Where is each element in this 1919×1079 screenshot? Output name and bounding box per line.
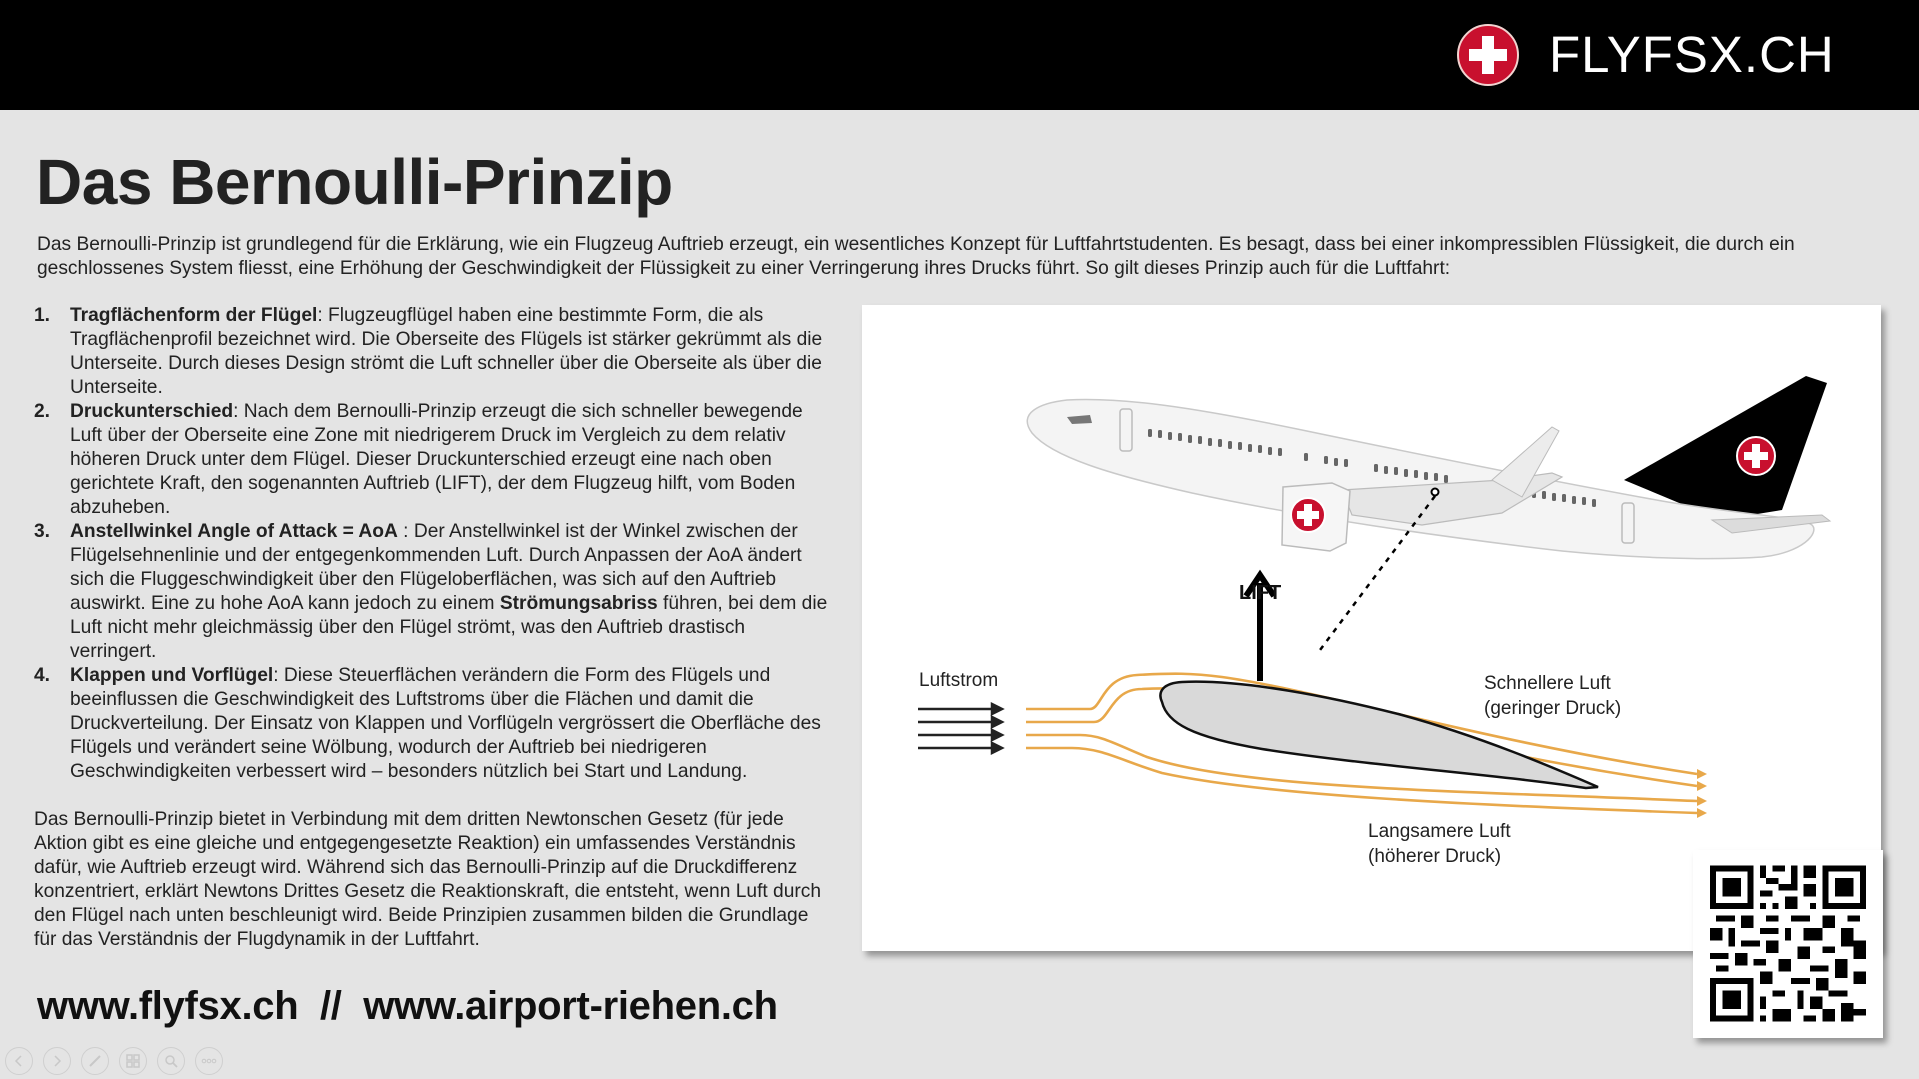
upper-airflow-label-line2: (geringer Druck) [1484,698,1622,719]
chevron-right-icon [52,1055,62,1067]
previous-slide-button[interactable] [5,1047,33,1075]
list-item-text: : Nach dem Bernoulli-Prinzip erzeugt die sich schneller bewegende Luft über der Oberseite eine Zone mit niedrigerem Druck im Vergleich zu dem relativ höheren Druck unter dem Flügel. Dieser Druckunterschied erzeugt eine nach oben gerichtete Kraft, den sogenannten Auftrieb (LIFT), der dem Flugzeug hilft, vom Boden abzuheben. [70,401,803,518]
slide-controls [5,1047,223,1075]
list-item-text: : Diese Steuerflächen verändern die Form des Flügels und beeinflussen die Geschwindigkeit des Luftstroms über die Flächen und damit die Druckverteilung. Der Einsatz von Klappen und Vorflügeln vergrössert die Oberfläche des Flügels und verändert seine Wölbung, wodurch der Auftrieb bei niedrigeren Geschwindigkeiten verbessert wird – besonders nützlich bei Start und Landung. [70,665,821,782]
list-item [34,664,834,784]
list-item-text: führen, bei dem die Luft nicht mehr gleichmässig über den Flügel strömt, was den Auftrieb drastisch verringert. [70,593,828,662]
lower-airflow-label-line1: Langsamere Luft [1368,821,1511,842]
lower-airflow-label [1368,819,1511,869]
list-item-text: : Flugzeugflügel haben eine bestimmte Form, die als Tragflächenprofil bezeichnet wird. Die Oberseite des Flügels ist stärker gekrümmt als die Unterseite. Durch dieses Design strömt die Luft schneller über die Oberseite als über die Unterseite. [70,305,823,398]
lift-label: LIFT [1239,582,1282,604]
list-item-heading: Druckunterschied [70,401,234,422]
list-number: 1. [34,305,51,326]
see-all-slides-button[interactable] [119,1047,147,1075]
header-bar [0,0,1919,110]
intro-paragraph: Das Bernoulli-Prinzip ist grundlegend für die Erklärung, wie ein Flugzeug Auftrieb erzeugt, ein wesentliches Konzept für Luftfahrtstudenten. Es besagt, dass bei einer inkompressiblen Flüssigkeit, die durch ein geschlossenes System fliesst, eine Erhöhung der Geschwindigkeit der Flüssigkeit zu einer Verringerung ihres Drucks führt. So gilt dieses Prinzip auch für die Luftfahrt: [37,234,1795,279]
next-slide-button[interactable] [43,1047,71,1075]
brand-name: FLYFSX.CH [1549,26,1835,83]
list-item-heading: Tragflächenform der Flügel [70,305,318,326]
swiss-cross-icon [1456,23,1520,87]
principles-list [34,304,834,784]
list-item [34,520,834,664]
pen-icon [88,1054,102,1068]
ellipsis-icon [201,1058,217,1064]
qr-code-panel [1693,850,1883,1038]
upper-airflow-label [1484,671,1621,721]
list-item-text: : Der Anstellwinkel ist der Winkel zwischen der Flügelsehnenlinie und der entgegenkommenden Luft. Durch Anpassen der AoA ändert sich die Fluggeschwindigkeit über den Flügeloberflächen, was sich auf den Auftrieb auswirkt. Eine zu hohe AoA kann jedoch zu einem [70,521,802,614]
airflow-label: Luftstrom [919,670,999,691]
more-options-button[interactable] [195,1047,223,1075]
list-item [34,304,834,400]
airplane-icon [1027,376,1830,650]
lower-airflow-label-line2: (höherer Druck) [1368,846,1502,867]
footer-links: www.flyfsx.ch // www.airport-riehen.ch [37,984,778,1028]
list-item-emphasis: Strömungsabriss [499,593,658,614]
page-title: Das Bernoulli-Prinzip [36,146,673,218]
magnifier-icon [164,1054,178,1068]
qr-code-icon [1710,862,1866,1025]
list-item-heading: Anstellwinkel Angle of Attack = AoA [70,521,398,542]
upper-airflow-label-line1: Schnellere Luft [1484,673,1611,694]
chevron-left-icon [14,1055,24,1067]
list-number: 3. [34,521,51,542]
zoom-button[interactable] [157,1047,185,1075]
list-number: 4. [34,665,51,686]
list-item-heading: Klappen und Vorflügel [70,665,274,686]
list-number: 2. [34,401,51,422]
pen-tool-button[interactable] [81,1047,109,1075]
list-item [34,400,834,520]
closing-paragraph: Das Bernoulli-Prinzip bietet in Verbindung mit dem dritten Newtonschen Gesetz (für jede Aktion gibt es eine gleiche und entgegengesetzte Reaktion) ein umfassendes Verständnis dafür, wie Auftrieb erzeugt wird. Während sich das Bernoulli-Prinzip auf die Druckdifferenz konzentriert, erklärt Newtons Drittes Gesetz die Reaktionskraft, die entsteht, wenn Luft durch den Flügel nach unten beschleunigt wird. Beide Prinzipien zusammen bilden die Grundlage für das Verständnis der Flugdynamik in der Luftfahrt. [34,809,822,950]
slides-grid-icon [126,1054,140,1068]
